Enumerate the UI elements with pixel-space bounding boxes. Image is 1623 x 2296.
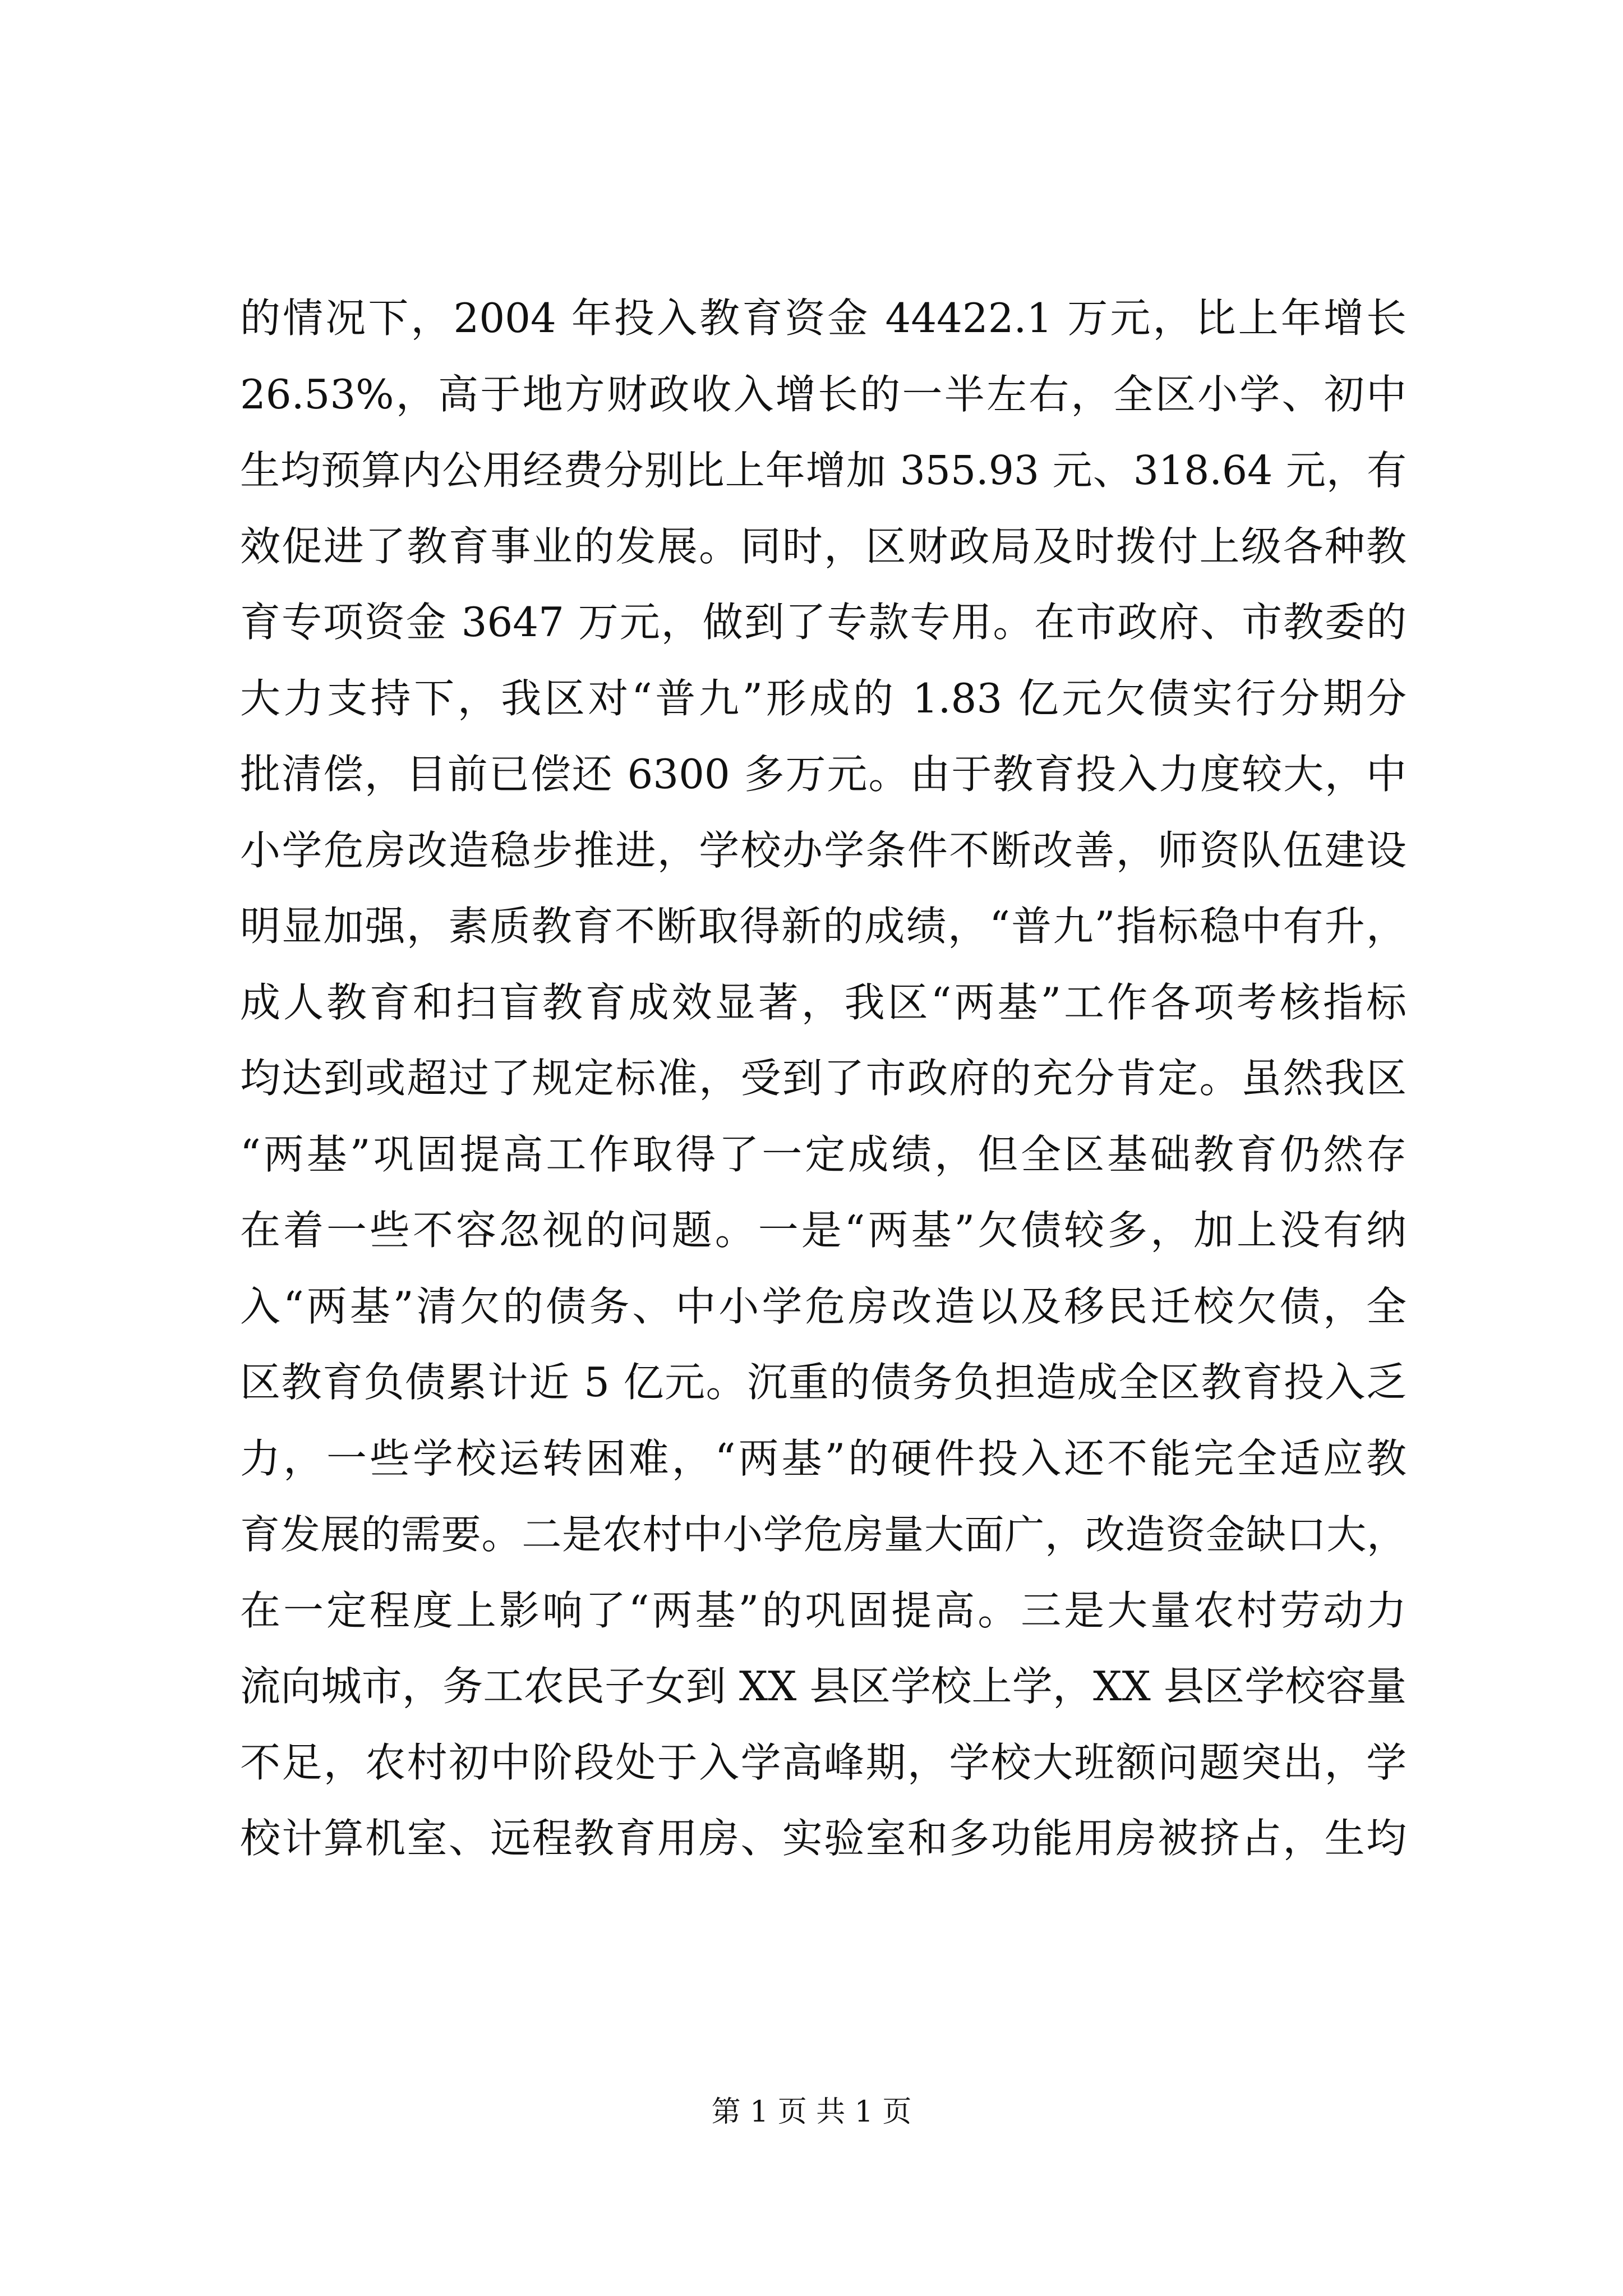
text-line: 育专项资金 3647 万元，做到了专款专用。在市政府、市教委的 bbox=[240, 599, 1407, 646]
text-line: 明显加强，素质教育不断取得新的成绩，“普九”指标稳中有升， bbox=[240, 903, 1407, 950]
text-line: 的情况下，2004 年投入教育资金 44422.1 万元，比上年增长 bbox=[240, 295, 1407, 342]
text-line: 效促进了教育事业的发展。同时，区财政局及时拨付上级各种教 bbox=[240, 522, 1407, 570]
text-line: 校计算机室、远程教育用房、实验室和多功能用房被挤占，生均 bbox=[240, 1815, 1407, 1862]
text-line: 生均预算内公用经费分别比上年增加 355.93 元、318.64 元，有 bbox=[240, 447, 1407, 494]
text-line: 力，一些学校运转困难，“两基”的硬件投入还不能完全适应教 bbox=[240, 1434, 1407, 1482]
text-line: 成人教育和扫盲教育成效显著，我区“两基”工作各项考核指标 bbox=[240, 978, 1407, 1026]
text-line: 批清偿，目前已偿还 6300 多万元。由于教育投入力度较大，中 bbox=[240, 751, 1407, 798]
text-line: 均达到或超过了规定标准，受到了市政府的充分肯定。虽然我区 bbox=[240, 1055, 1407, 1102]
text-line: 小学危房改造稳步推进，学校办学条件不断改善，师资队伍建设 bbox=[240, 826, 1407, 874]
text-line: 不足，农村初中阶段处于入学高峰期，学校大班额问题突出，学 bbox=[240, 1738, 1407, 1786]
text-line: 大力支持下，我区对“普九”形成的 1.83 亿元欠债实行分期分 bbox=[240, 674, 1407, 722]
text-line: 在一定程度上影响了“两基”的巩固提高。三是大量农村劳动力 bbox=[240, 1586, 1407, 1634]
text-line: 流向城市，务工农民子女到 XX 县区学校上学，XX 县区学校容量 bbox=[240, 1663, 1407, 1710]
body-text bbox=[240, 280, 1407, 1877]
text-line: 26.53%，高于地方财政收入增长的一半左右，全区小学、初中 bbox=[240, 370, 1407, 418]
page-number: 第 1 页 共 1 页 bbox=[711, 2095, 912, 2129]
text-line: 育发展的需要。二是农村中小学危房量大面广，改造资金缺口大， bbox=[240, 1511, 1407, 1558]
text-line: 入“两基”清欠的债务、中小学危房改造以及移民迁校欠债，全 bbox=[240, 1282, 1407, 1330]
text-line: 在着一些不容忽视的问题。一是“两基”欠债较多，加上没有纳 bbox=[240, 1207, 1407, 1254]
text-line: “两基”巩固提高工作取得了一定成绩，但全区基础教育仍然存 bbox=[240, 1130, 1407, 1178]
text-line: 区教育负债累计近 5 亿元。沉重的债务负担造成全区教育投入乏 bbox=[240, 1359, 1407, 1406]
page-footer bbox=[0, 2092, 1623, 2132]
